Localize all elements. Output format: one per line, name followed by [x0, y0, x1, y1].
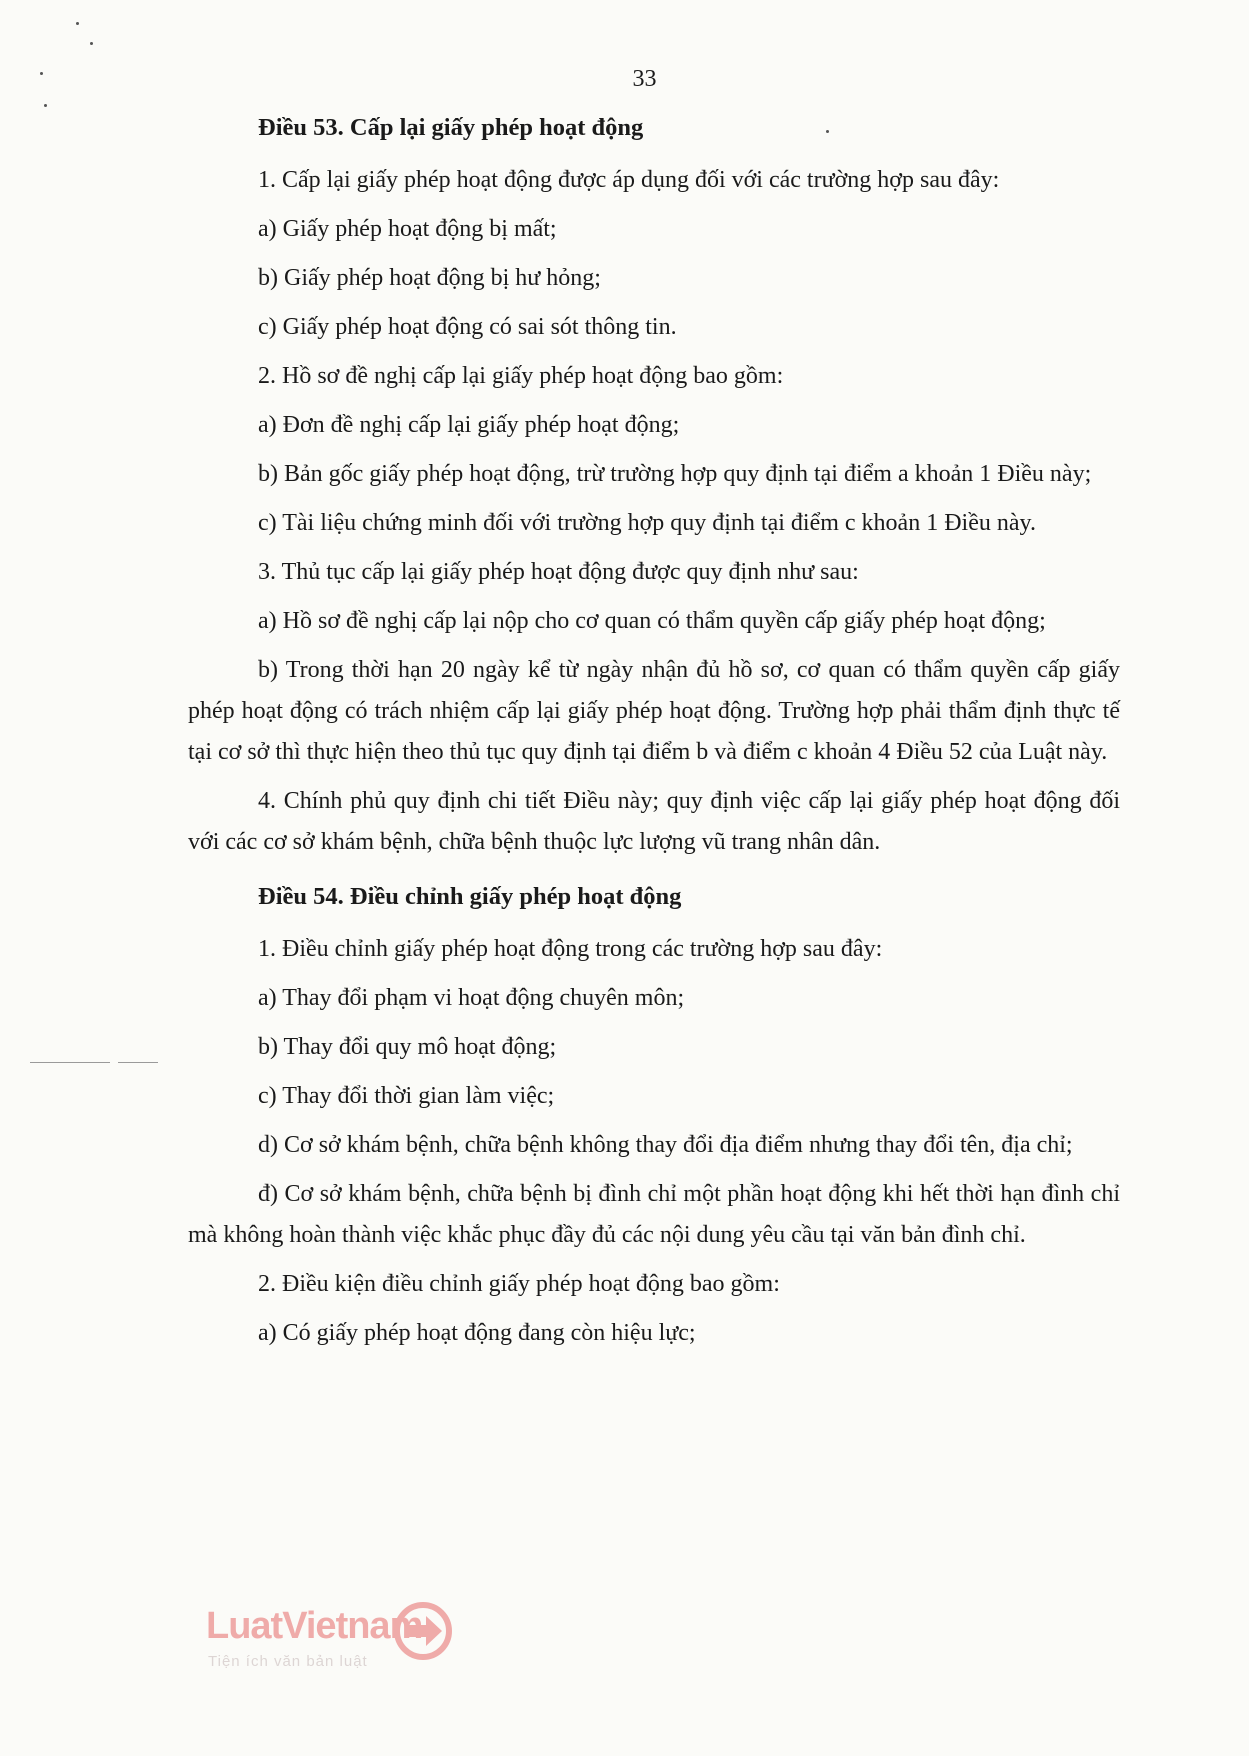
paragraph: 3. Thủ tục cấp lại giấy phép hoạt động được quy định như sau:: [258, 559, 859, 585]
paragraph: đ) Cơ sở khám bệnh, chữa bệnh bị đình chỉ một phần hoạt động khi hết thời hạn đình chỉ mà không hoàn thành việc khắc phục đầy đủ các nội dung yêu cầu tại văn bản đình chỉ.: [188, 1181, 1120, 1248]
paragraph: a) Thay đổi phạm vi hoạt động chuyên môn;: [258, 985, 685, 1011]
watermark-tagline: Tiện ích văn bản luật: [208, 1653, 368, 1670]
paragraph: a) Đơn đề nghị cấp lại giấy phép hoạt động;: [258, 412, 680, 438]
page-number: 33: [632, 66, 657, 92]
document-body: [188, 108, 1120, 1362]
paragraph: b) Thay đổi quy mô hoạt động;: [258, 1034, 557, 1060]
scan-speck: [76, 22, 79, 25]
article-heading: Điều 54. Điều chỉnh giấy phép hoạt động: [258, 883, 682, 910]
paragraph: 1. Cấp lại giấy phép hoạt động được áp dụng đối với các trường hợp sau đây:: [258, 167, 1000, 193]
paragraph: 4. Chính phủ quy định chi tiết Điều này; quy định việc cấp lại giấy phép hoạt động đối với các cơ sở khám bệnh, chữa bệnh thuộc lực lượng vũ trang nhân dân.: [188, 788, 1120, 855]
paragraph: b) Giấy phép hoạt động bị hư hỏng;: [258, 265, 601, 291]
scan-speck: [44, 104, 47, 107]
paragraph: b) Trong thời hạn 20 ngày kể từ ngày nhận đủ hồ sơ, cơ quan có thẩm quyền cấp giấy phép hoạt động có trách nhiệm cấp lại giấy phép hoạt động. Trường hợp phải thẩm định thực tế tại cơ sở thì thực hiện theo thủ tục quy định tại điểm b và điểm c khoản 4 Điều 52 của Luật này.: [188, 657, 1120, 765]
paragraph: c) Giấy phép hoạt động có sai sót thông tin.: [258, 314, 677, 340]
scan-edge-line: [30, 1062, 110, 1063]
paragraph: 2. Điều kiện điều chỉnh giấy phép hoạt động bao gồm:: [258, 1271, 780, 1297]
scan-edge-line: [118, 1062, 158, 1063]
article-heading: Điều 53. Cấp lại giấy phép hoạt động: [258, 114, 644, 141]
arrow-icon: [386, 1601, 460, 1661]
paragraph: b) Bản gốc giấy phép hoạt động, trừ trường hợp quy định tại điểm a khoản 1 Điều này;: [258, 461, 1092, 487]
paragraph: 2. Hồ sơ đề nghị cấp lại giấy phép hoạt động bao gồm:: [258, 363, 784, 389]
watermark-logo: [206, 1605, 466, 1695]
scan-speck: [90, 42, 93, 45]
paragraph: a) Giấy phép hoạt động bị mất;: [258, 216, 557, 242]
watermark-brand: LuatVietnam: [206, 1605, 423, 1647]
paragraph: d) Cơ sở khám bệnh, chữa bệnh không thay đổi địa điểm nhưng thay đổi tên, địa chỉ;: [258, 1132, 1073, 1158]
article-54: [188, 877, 1120, 1354]
paragraph: a) Hồ sơ đề nghị cấp lại nộp cho cơ quan có thẩm quyền cấp giấy phép hoạt động;: [258, 608, 1046, 634]
paragraph: 1. Điều chỉnh giấy phép hoạt động trong các trường hợp sau đây:: [258, 936, 883, 962]
paragraph: c) Thay đổi thời gian làm việc;: [258, 1083, 555, 1109]
paragraph: a) Có giấy phép hoạt động đang còn hiệu lực;: [258, 1320, 696, 1346]
article-53: [188, 108, 1120, 863]
paragraph: c) Tài liệu chứng minh đối với trường hợp quy định tại điểm c khoản 1 Điều này.: [258, 510, 1036, 536]
